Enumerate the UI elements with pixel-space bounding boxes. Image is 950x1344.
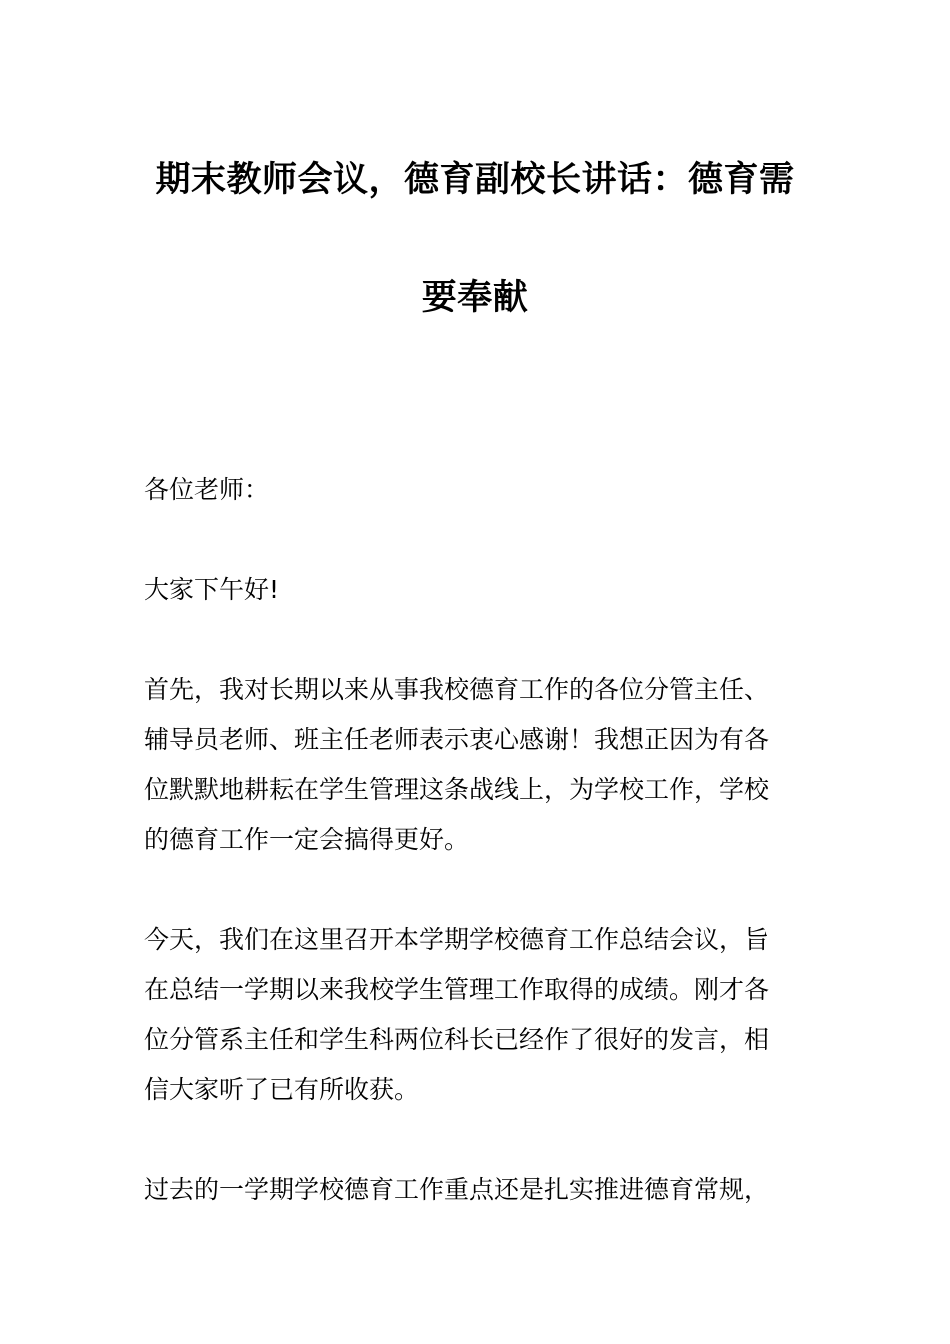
paragraph-2: [144, 915, 808, 1115]
paragraph-line: 位分管系主任和学生科两位科长已经作了很好的发言，相: [144, 1025, 770, 1054]
document-title-line-1: 期末教师会议，德育副校长讲话：德育需: [155, 160, 795, 200]
paragraph-line: 辅导员老师、班主任老师表示衷心感谢！我想正因为有各: [144, 725, 770, 754]
salutation: 各位老师：: [144, 475, 270, 504]
paragraph-1: [144, 665, 808, 865]
greeting: 大家下午好!: [144, 575, 280, 604]
paragraph-line: 今天，我们在这里召开本学期学校德育工作总结会议，旨: [144, 925, 770, 954]
paragraph-line: 的德育工作一定会搞得更好。: [144, 825, 470, 854]
paragraph-line: 在总结一学期以来我校学生管理工作取得的成绩。刚才各: [144, 975, 770, 1004]
paragraph-line: 过去的一学期学校德育工作重点还是扎实推进德育常规，: [144, 1175, 770, 1204]
document-title-line-2: 要奉献: [421, 278, 529, 318]
paragraph-line: 位默默地耕耘在学生管理这条战线上，为学校工作，学校: [144, 775, 770, 804]
paragraph-3: [144, 1165, 808, 1215]
paragraph-line: 首先，我对长期以来从事我校德育工作的各位分管主任、: [144, 675, 770, 704]
paragraph-line: 信大家听了已有所收获。: [144, 1075, 420, 1104]
